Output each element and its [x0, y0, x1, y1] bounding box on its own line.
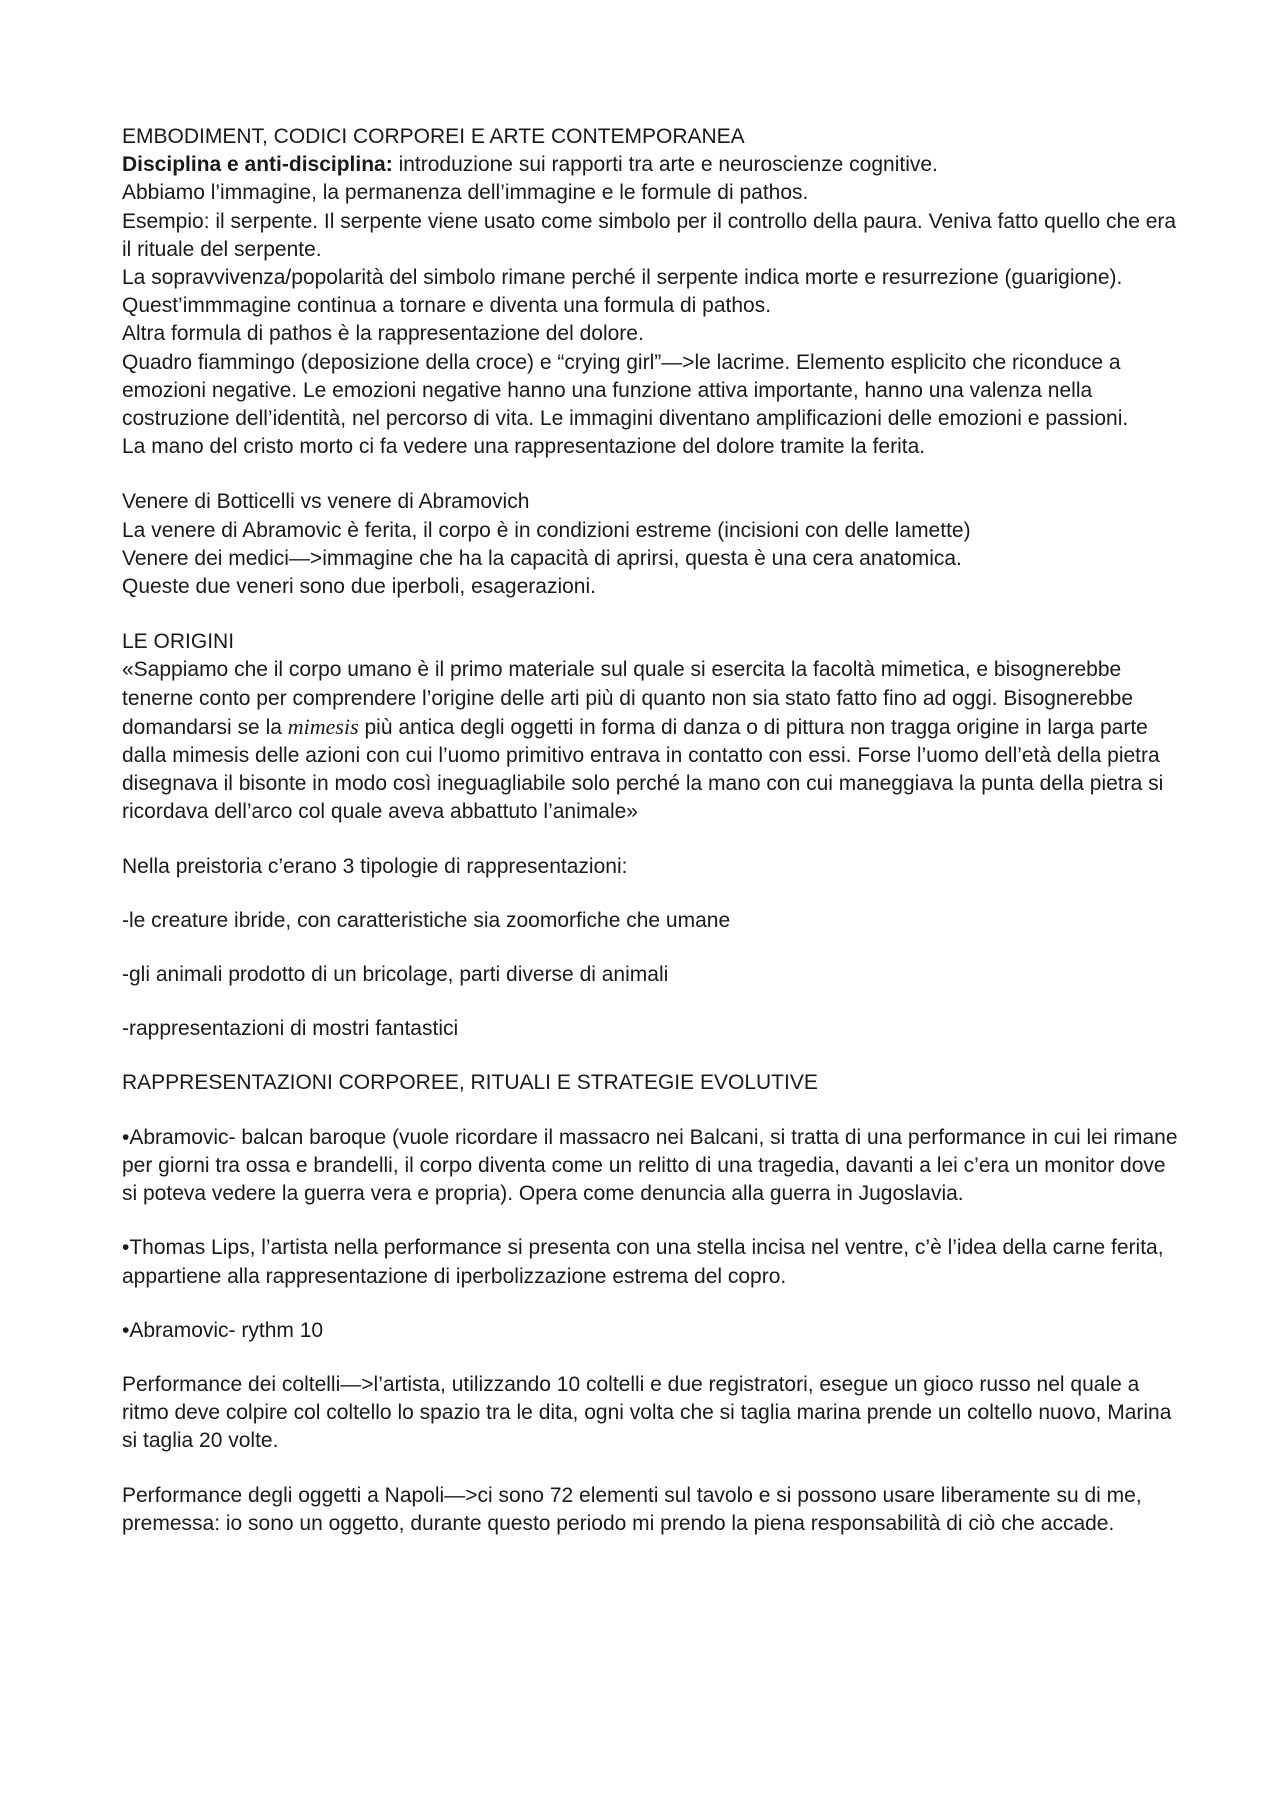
paragraph-gap [122, 1291, 1182, 1317]
quote-paragraph [122, 656, 1182, 826]
text-line: Venere di Botticelli vs venere di Abramovich [122, 490, 530, 514]
preistoria-intro: Nella preistoria c’erano 3 tipologie di rappresentazioni: [122, 854, 628, 878]
paragraph-gap [122, 1098, 1182, 1124]
text-line: Queste due veneri sono due iperboli, esagerazioni. [122, 575, 596, 599]
bullet-item: •Abramovic- balcan baroque (vuole ricordare il massacro nei Balcani, si tratta di una performance in cui lei rimane per giorni tra ossa e brandelli, il corpo diventa come un relitto di una tragedia, davanti a lei c’era un monitor dove si poteva vedere la guerra vera e propria). Opera come denuncia alla guerra in Jugoslavia. [122, 1125, 1178, 1206]
text-line: Abbiamo l’immagine, la permanenza dell’immagine e le formule di pathos. [122, 181, 809, 205]
paragraph-gap [122, 1345, 1182, 1371]
performance-paragraph: Performance degli oggetti a Napoli—>ci sono 72 elementi sul tavolo e si possono usare liberamente su di me, premessa: io sono un oggetto, durante questo periodo mi prendo la piena responsabilità di ciò che accade. [122, 1483, 1142, 1535]
paragraph-gap [122, 1456, 1182, 1482]
text-line: Esempio: il serpente. Il serpente viene usato come simbolo per il controllo della paura. Veniva fatto quello che era il rituale del serpente. [122, 209, 1177, 261]
paragraph-gap [122, 1208, 1182, 1234]
intro-paragraph [122, 151, 1182, 179]
list-item: -le creature ibride, con caratteristiche sia zoomorfiche che umane [122, 908, 731, 932]
performance-paragraph: Performance dei coltelli—>l’artista, utilizzando 10 coltelli e due registratori, esegue un gioco russo nel quale a ritmo deve colpire col coltello lo spazio tra le dita, ogni volta che si taglia marina prende un coltello nuovo, Marina si taglia 20 volte. [122, 1372, 1172, 1453]
quote-before: «Sappiamo che il corpo umano è il primo materiale sul quale si esercita la facoltà mimetica, e bisognerebbe tenerne conto per comprendere l’origine delle arti più di quanto non sia stato fatto fino ad oggi. Bisognerebbe domandarsi se la [122, 658, 1134, 739]
list-item: -rappresentazioni di mostri fantastici [122, 1017, 459, 1041]
section-heading-origini: LE ORIGINI [122, 630, 235, 654]
intro-lead-bold: Disciplina e anti-disciplina: [122, 153, 393, 177]
text-line: Venere dei medici—>immagine che ha la capacità di aprirsi, questa è una cera anatomica. [122, 546, 962, 570]
text-line: La mano del cristo morto ci fa vedere una rappresentazione del dolore tramite la ferita. [122, 435, 926, 459]
paragraph-gap [122, 827, 1182, 853]
paragraph-gap [122, 1043, 1182, 1069]
section-heading-rappresentazioni: RAPPRESENTAZIONI CORPOREE, RITUALI E STRATEGIE EVOLUTIVE [122, 1071, 818, 1095]
bullet-item: •Thomas Lips, l’artista nella performance si presenta con una stella incisa nel ventre, c’è l’idea della carne ferita, appartiene alla rappresentazione di iperbolizzazione estrema del copro. [122, 1236, 1164, 1288]
paragraph-gap [122, 989, 1182, 1015]
document-title: EMBODIMENT, CODICI CORPOREI E ARTE CONTEMPORANEA [122, 125, 745, 148]
quote-italic-term: mimesis [287, 713, 359, 739]
text-line: Quest’immmagine continua a tornare e diventa una formula di pathos. [122, 294, 772, 318]
bullet-item: •Abramovic- rythm 10 [122, 1318, 324, 1342]
text-line: La sopravvivenza/popolarità del simbolo rimane perché il serpente indica morte e resurrezione (guarigione). [122, 266, 1123, 290]
paragraph-gap [122, 881, 1182, 907]
text-line: Quadro fiammingo (deposizione della croce) e “crying girl”—>le lacrime. Elemento esplicito che riconduce a emozioni negative. Le emozioni negative hanno una funzione attiva importante, hanno una valenza nella costruzione dell’identità, nel percorso di vita. Le immagini diventano amplificazioni delle emozioni e passioni. [122, 350, 1129, 431]
text-line: La venere di Abramovic è ferita, il corpo è in condizioni estreme (incisioni con delle lamette) [122, 518, 971, 542]
intro-lead-rest: introduzione sui rapporti tra arte e neuroscienze cognitive. [392, 153, 938, 177]
list-item: -gli animali prodotto di un bricolage, parti diverse di animali [122, 963, 669, 987]
paragraph-gap [122, 461, 1182, 488]
paragraph-gap [122, 935, 1182, 961]
quote-after: più antica degli oggetti in forma di danza o di pittura non tragga origine in larga parte dalla mimesis delle azioni con cui l’uomo primitivo entrava in contatto con essi. Forse l’uomo dell’età della pietra disegnava il bisonte in modo così ineguagliabile solo perché la mano con cui maneggiava la punta della pietra si ricordava dell’arco col quale aveva abbattuto l’animale» [122, 715, 1164, 824]
paragraph-gap [122, 601, 1182, 628]
text-line: Altra formula di pathos è la rappresentazione del dolore. [122, 322, 644, 346]
document-page [122, 123, 1182, 1538]
